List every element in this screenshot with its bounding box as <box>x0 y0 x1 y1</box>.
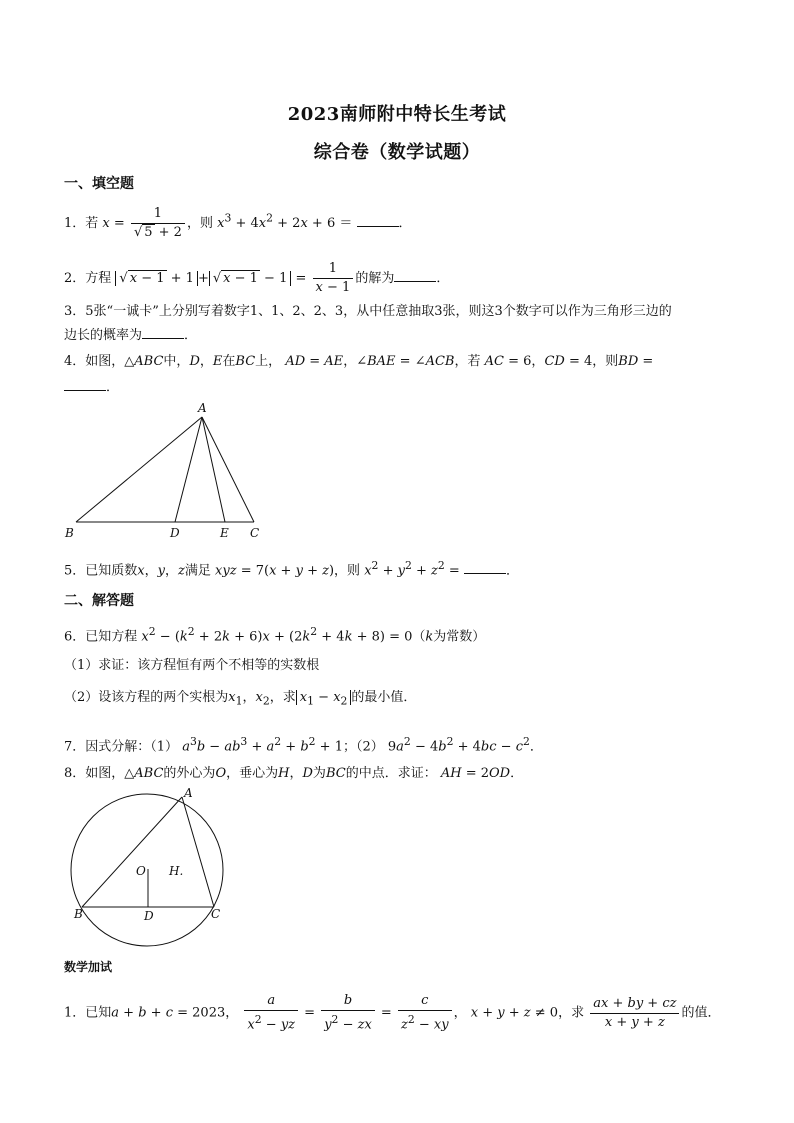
question-7: 7．因式分解：（1） $a^3b - ab^3 + a^2 + b^2 + 1$；（2） $9a^2 - 4b^2 + 4bc - c^2$． <box>64 735 543 755</box>
label-a: A <box>198 401 207 415</box>
label-o: O <box>136 864 146 878</box>
question-6-part-1: （1）求证：该方程恒有两个不相等的实数根 <box>64 658 320 673</box>
question-4-line-1: 4．如图，△ABC中，D，E在BC上， AD = AE，∠BAE = ∠ACB，若 AC = 6，CD = 4，则BD = <box>64 354 654 369</box>
question-6-part-2: （2）设该方程的两个实根为$x_1$，$x_2$，求 $x_1 - x_2$ 的最小值． <box>64 690 417 708</box>
section-extra-heading: 数学加试 <box>64 960 113 974</box>
section-fill-heading: 一、填空题 <box>64 176 134 192</box>
label-e: E <box>220 526 229 540</box>
page-title: 2023南师附中特长生考试 <box>287 104 507 125</box>
answer-blank <box>142 326 184 339</box>
segment-ae <box>202 417 225 522</box>
circumcircle-figure <box>60 785 245 955</box>
fraction: $\frac{1}{√ 5 + 2}$ <box>131 205 185 242</box>
segment-ab <box>76 417 202 522</box>
answer-blank <box>64 378 106 391</box>
question-1: 1．若 x = $\frac{1}{√ 5 + 2}$ ，则 $x^3 + 4x^2 + 2x + 6$ ＝ ． <box>64 206 412 240</box>
question-3-line-2: 边长的概率为 ． <box>64 328 198 343</box>
answer-blank <box>464 561 506 574</box>
label-d: D <box>144 909 154 923</box>
answer-blank <box>357 214 399 227</box>
label-b: B <box>74 907 83 921</box>
question-8: 8．如图，△ABC的外心为O，垂心为H，D为BC的中点．求证： AH = 2OD． <box>64 766 524 781</box>
segment-ac <box>202 417 254 522</box>
label-a: A <box>184 786 193 800</box>
extra-question-1: 1．已知a + b + c = 2023， $\frac{a}{x^2 - yz}$ = $\frac{b}{y^2 - zx}$ = $\frac{c}{z^2 - xy}$ ， x + y + z ≠ 0，求 $\frac{ax + by + cz}{x + y + z}$ 的值． <box>64 993 721 1033</box>
label-b: B <box>65 526 74 540</box>
question-6: 6．已知方程 $x^2 - (k^2 + 2k + 6)x + (2k^2 + 4k + 8) = 0(k$为常数） <box>64 625 486 645</box>
question-5: 5．已知质数x，y，z满足 xyz = 7(x + y + z)，则 $x^2 + y^2 + z^2$ = ． <box>64 559 519 579</box>
segment-ad <box>175 417 202 522</box>
segment-ba <box>82 797 182 907</box>
label-h: H. <box>169 864 184 878</box>
label-c: C <box>211 907 221 921</box>
answer-blank <box>394 269 436 282</box>
section-solve-heading: 二、解答题 <box>64 593 134 609</box>
circumcircle <box>71 794 223 946</box>
question-2: 2．方程 √ x − 1 + 1 + √ x − 1 − 1 = $\frac{1}{x - 1}$ 的解为 ． <box>64 261 450 295</box>
triangle-figure <box>60 398 270 543</box>
page-subtitle: 综合卷（数学试题） <box>313 142 481 163</box>
question-3-line-1: 3．5张“一诚卡”上分别写着数字1、1、2、2、3，从中任意抽取3张，则这3个数字可以作为三角形三边的 <box>64 304 672 319</box>
question-4-line-2: ． <box>64 378 119 398</box>
label-c: C <box>250 526 260 540</box>
label-d: D <box>170 526 180 540</box>
